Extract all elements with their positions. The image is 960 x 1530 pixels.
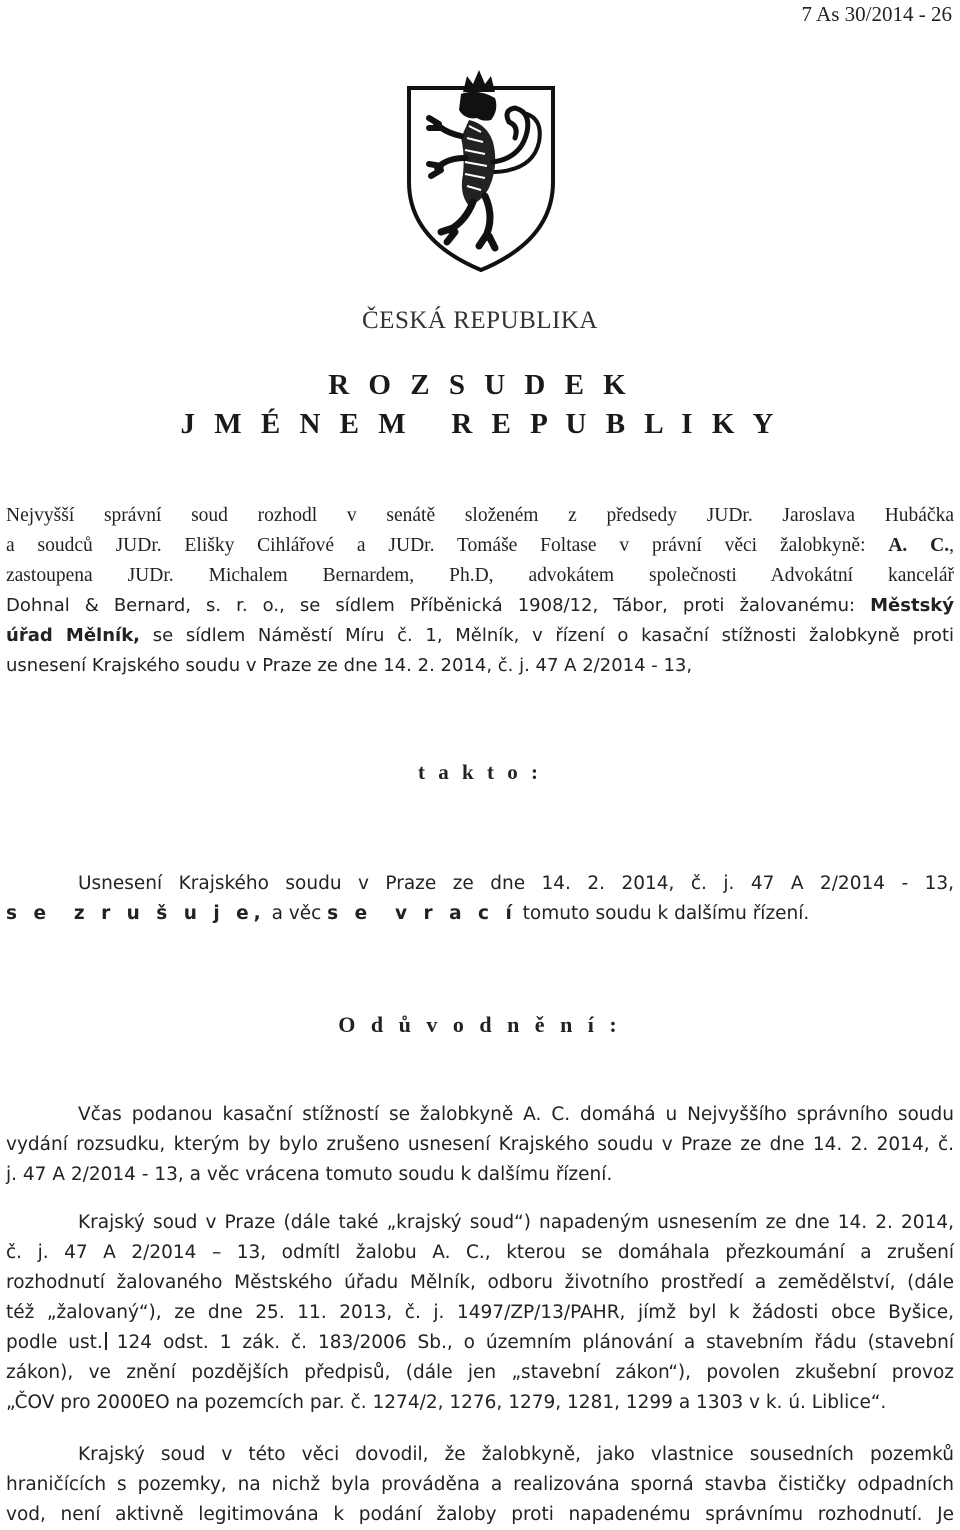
intro-line-4-text: Dohnal & Bernard, s. r. o., se sídlem Příběnická 1908/12, Tábor, proti žalovanému: [6, 595, 871, 616]
intro-line-2 [6, 531, 954, 561]
para2-line-6: zákon), ve znění pozdějších předpisů, (dále jen „stavební zákon“), povolen zkušební provoz [6, 1362, 954, 1383]
para1-line-3: j. 47 A 2/2014 - 13, a věc vrácena tomuto soudu k dalšímu řízení. [6, 1164, 613, 1185]
para2-line-1 [6, 1208, 954, 1238]
intro-line-6: usnesení Krajského soudu v Praze ze dne 14. 2. 2014, č. j. 47 A 2/2014 - 13, [6, 655, 693, 676]
intro-line-2-text: a soudců JUDr. Elišky Cihlářové a JUDr. Tomáše Foltase v právní věci žalobkyně: [6, 535, 889, 556]
country-heading: ČESKÁ REPUBLIKA [362, 307, 598, 334]
para2-line-7: „ČOV pro 2000EO na pozemcích par. č. 1274/2, 1276, 1279, 1281, 1299 a 1303 v k. ú. Liblice“. [6, 1392, 887, 1413]
para2-line-5-start: podle ust. [6, 1332, 103, 1353]
reasoning-paragraph-2 [6, 1208, 954, 1418]
verdict-heading: t a k t o : [418, 760, 542, 784]
reasoning-heading: O d ů v o d n ě n í : [338, 1012, 622, 1037]
judgment-title: R O Z S U D E K [328, 369, 632, 401]
para3-line-1-text: Krajský soud v této věci dovodil, že žalobkyně, jako vlastnice sousedních pozemků [78, 1444, 954, 1465]
intro-paragraph [6, 501, 954, 681]
para2-line-2: č. j. 47 A 2/2014 – 13, odmítl žalobu A. C., kterou se domáhala přezkoumání a zrušení [6, 1242, 954, 1263]
para2-line-5 [6, 1328, 954, 1358]
state-emblem-lion-icon [403, 62, 559, 274]
para1-line-2: vydání rozsudku, kterým by bylo zrušeno usnesení Krajského soudu v Praze ze dne 14. 2. 2014, č. [6, 1134, 954, 1155]
verdict-line-2-mid: a věc [265, 903, 328, 924]
defendant-name-part2: úřad Mělník, [6, 625, 141, 646]
verdict-line-1-text: Usnesení Krajského soudu v Praze ze dne 14. 2. 2014, č. j. 47 A 2/2014 - 13, [78, 873, 954, 894]
intro-line-5-text: se sídlem Náměstí Míru č. 1, Mělník, v řízení o kasační stížnosti žalobkyně proti [140, 625, 955, 646]
defendant-name-part1: Městský [870, 595, 954, 616]
verdict-paragraph [6, 869, 954, 929]
para2-line-1-text: Krajský soud v Praze (dále také „krajský soud“) napadeným usnesením ze dne 14. 2. 2014, [78, 1212, 954, 1233]
para2-line-5-rest: 124 odst. 1 zák. č. 183/2006 Sb., o územním plánování a stavebním řádu (stavební [116, 1332, 954, 1353]
para3-line-1 [6, 1440, 954, 1470]
verdict-annul: s e z r u š u j e, [6, 903, 266, 924]
intro-line-3: zastoupena JUDr. Michalem Bernardem, Ph.D, advokátem společnosti Advokátní kancelář [6, 565, 954, 586]
plaintiff-name: A. C. [888, 535, 950, 556]
judgment-subtitle: J M É N E M R E P U B L I K Y [180, 408, 780, 440]
verdict-line-2-end: tomuto soudu k dalšímu řízení. [516, 903, 810, 924]
intro-line-5 [6, 621, 954, 651]
intro-line-2-comma: , [949, 535, 954, 556]
para1-line-1-text: Včas podanou kasační stížností se žalobkyně A. C. domáhá u Nejvyššího správního soudu [78, 1104, 954, 1125]
verdict-return: s e v r a c í [327, 903, 517, 924]
reasoning-paragraph-1 [6, 1100, 954, 1190]
para3-line-2: hraničících s pozemky, na nichž byla prováděna a realizována sporná stavba čističky odpadních [6, 1474, 954, 1495]
case-reference: 7 As 30/2014 - 26 [801, 2, 952, 26]
intro-line-1: Nejvyšší správní soud rozhodl v senátě složeném z předsedy JUDr. Jaroslava Hubáčka [6, 505, 954, 526]
para2-line-4: též „žalovaný“), ze dne 25. 11. 2013, č. j. 1497/ZP/13/PAHR, jímž byl k žádosti obce Byšice, [6, 1302, 954, 1323]
intro-line-4 [6, 591, 954, 621]
section-mark-icon [105, 1332, 113, 1350]
para2-line-3: rozhodnutí žalovaného Městského úřadu Mělník, odboru životního prostředí a zemědělství, (dále [6, 1272, 954, 1293]
reasoning-paragraph-3 [6, 1440, 954, 1530]
para3-line-3: vod, není aktivně legitimována k podání žaloby proti napadenému správnímu rozhodnutí. Je [6, 1504, 954, 1525]
para1-line-1 [6, 1100, 954, 1130]
verdict-line-2 [6, 899, 954, 929]
verdict-line-1 [6, 869, 954, 899]
